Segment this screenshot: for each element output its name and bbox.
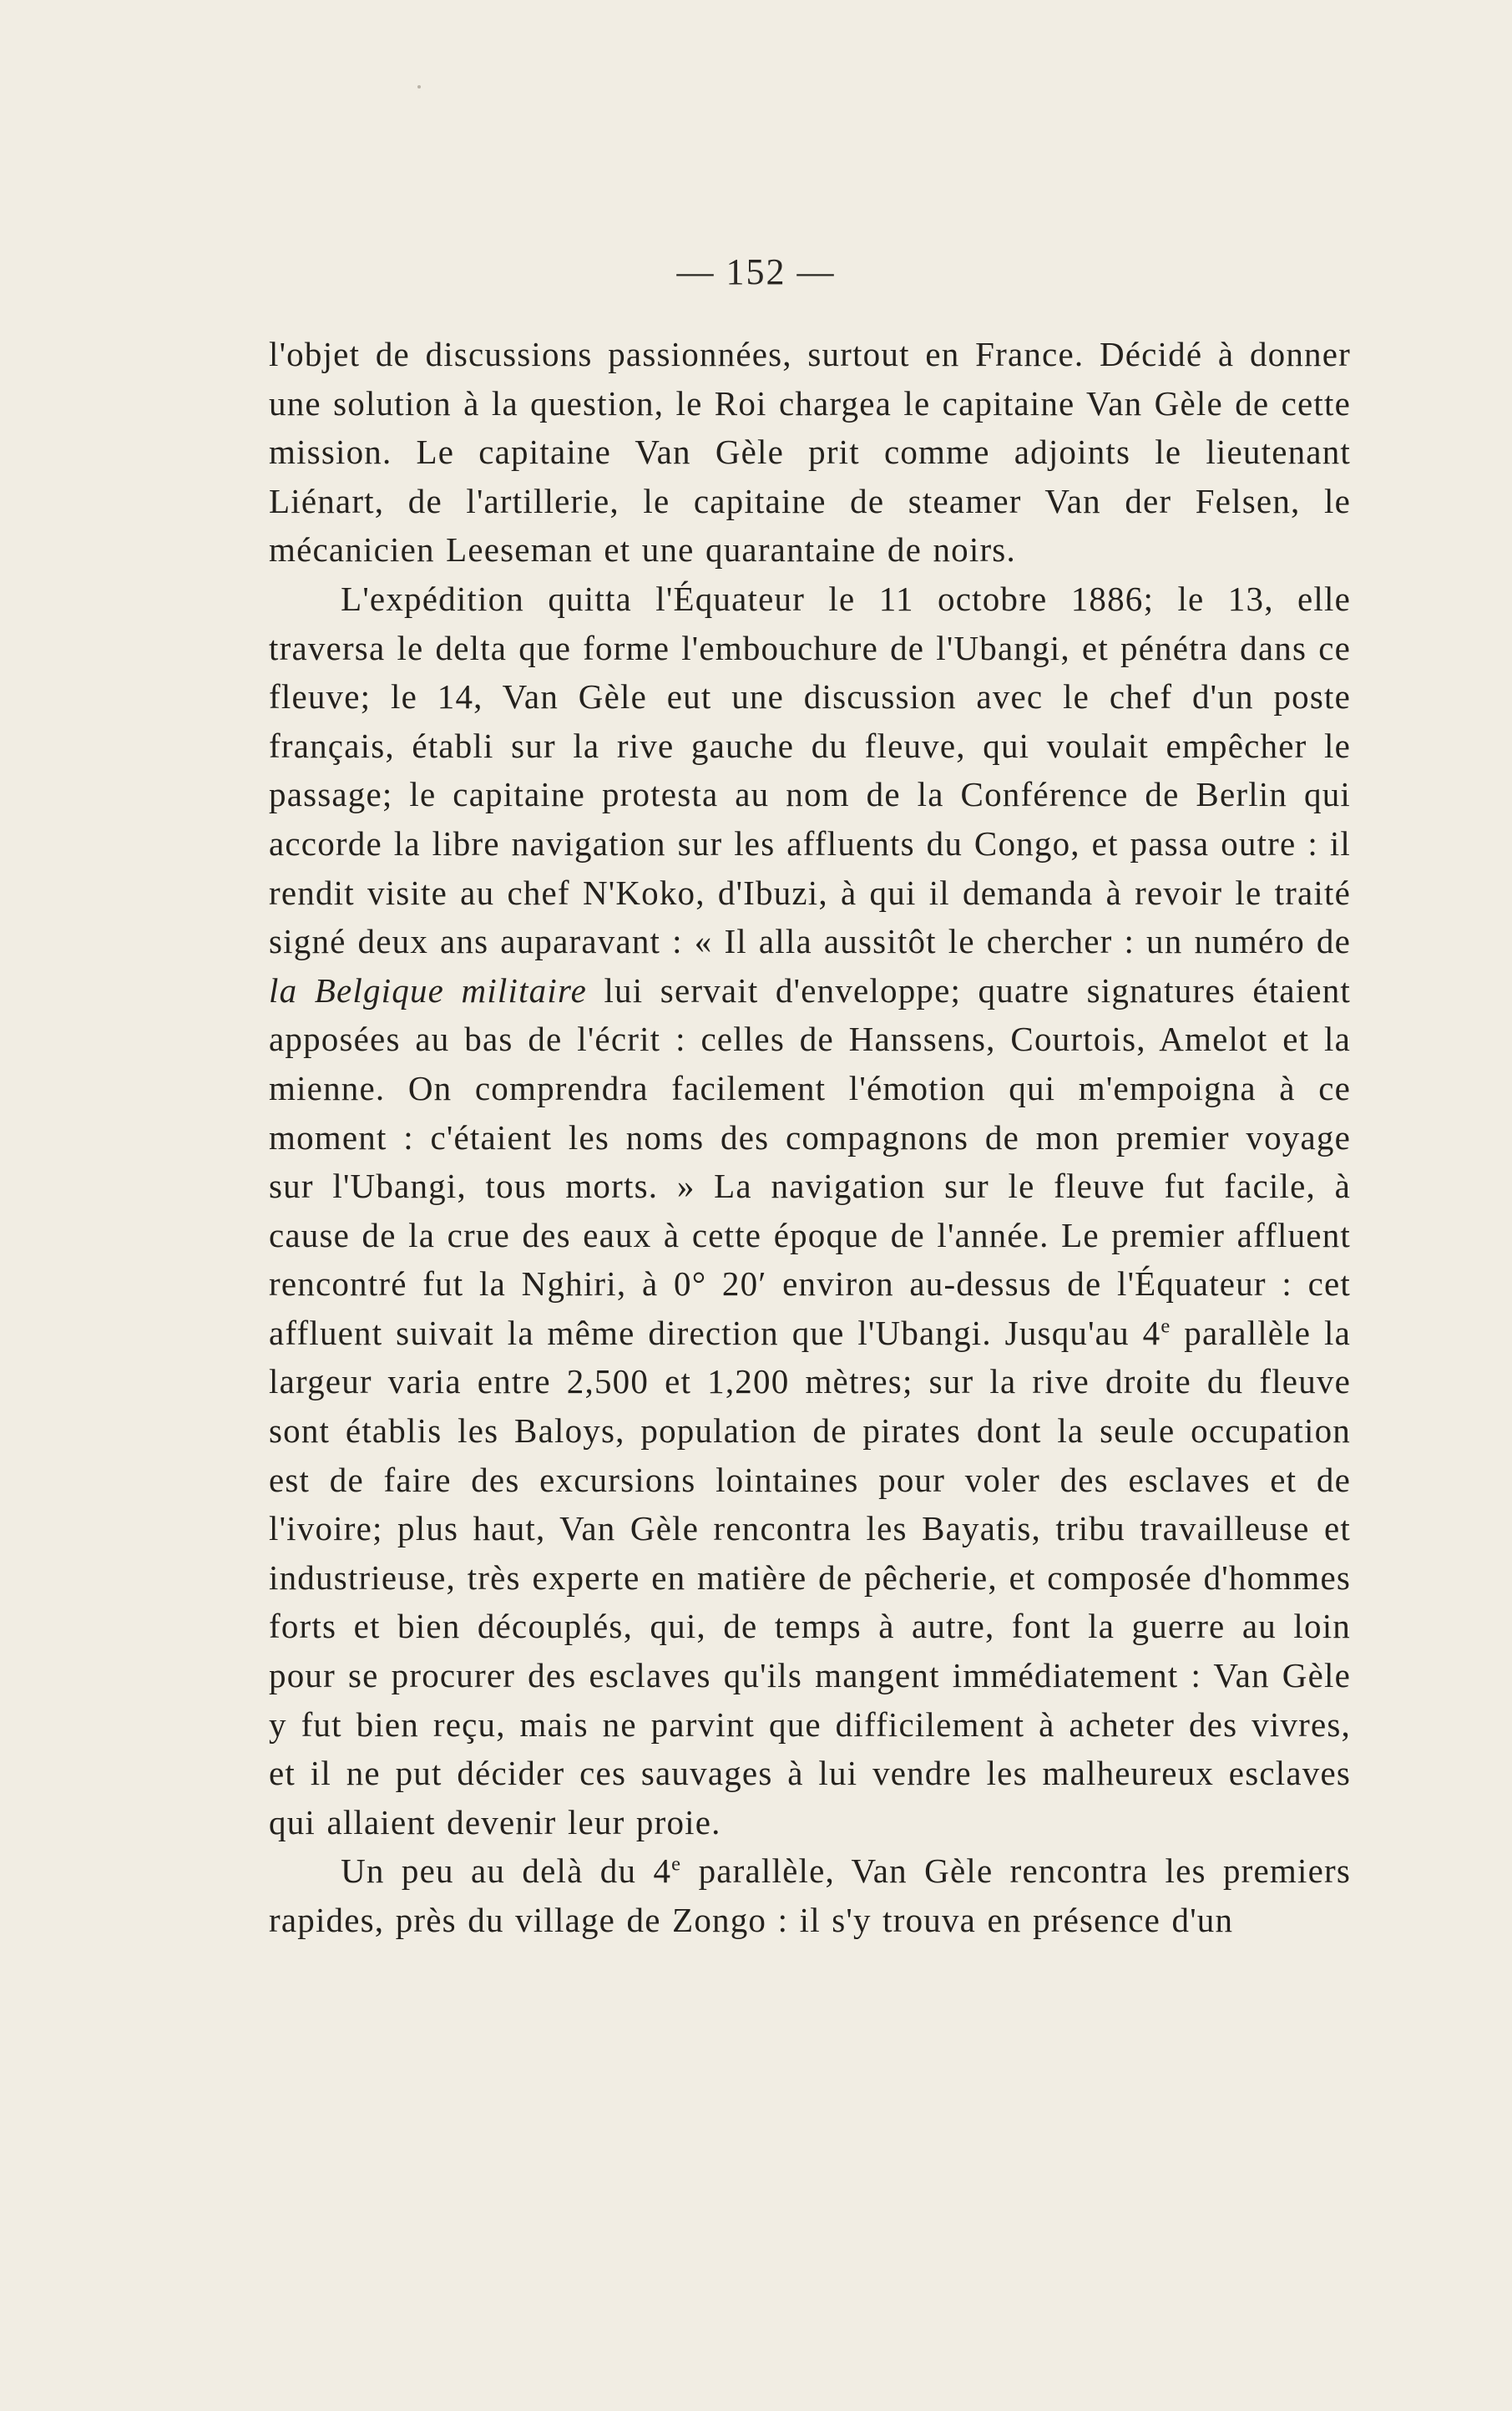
- paragraph-2-part-3: parallèle la largeur varia entre 2,500 et 1,200 mètres; sur la rive droite du fleuve sont établis les Baloys, population de pirates dont la seule occupation est de faire des excursions lointaines pour voler des esclaves et de l'ivoire; plus haut, Van Gèle rencontra les Bayatis, tribu travailleuse et industrieuse, très experte en matière de pêcherie, et composée d'hommes forts et bien découplés, qui, de temps à autre, font la guerre au loin pour se procurer des esclaves qu'ils mangent immédiatement : Van Gèle y fut bien reçu, mais ne parvint que difficilement à acheter des vivres, et il ne put décider ces sauvages à lui vendre les malheureux esclaves qui allaient devenir leur proie.: [269, 1313, 1352, 1841]
- paragraph-2-part-1: L'expédition quitta l'Équateur le 11 octobre 1886; le 13, elle traversa le delta que forme l'embouchure de l'Ubangi, et pénétra dans ce fleuve; le 14, Van Gèle eut une discussion avec le chef d'un poste français, établi sur la rive gauche du fleuve, qui voulait empêcher le passage; le capitaine protesta au nom de la Conférence de Berlin qui accorde la libre navigation sur les affluents du Congo, et passa outre : il rendit visite au chef N'Koko, d'Ibuzi, à qui il demanda à revoir le traité signé deux ans auparavant : « Il alla aussitôt le chercher : un numéro de: [269, 579, 1351, 961]
- ordinal-suffix: e: [671, 1852, 682, 1876]
- paper-speck: [417, 85, 421, 89]
- ordinal-suffix: e: [1161, 1314, 1171, 1338]
- paragraph-2-part-2: lui servait d'enveloppe; quatre signatures étaient apposées au bas de l'écrit : celles de Hanssens, Courtois, Amelot et la mienne. On comprendra facilement l'émotion qui m'empoigna à ce moment : c'étaient les noms des compagnons de mon premier voyage sur l'Ubangi, tous morts. » La navigation sur le fleuve fut facile, à cause de la crue des eaux à cette époque de l'année. Le premier affluent rencontré fut la Nghiri, à 0° 20′ environ au-dessus de l'Équateur : cet affluent suivait la même direction que l'Ubangi. Jusqu'au 4: [269, 970, 1351, 1352]
- paragraph-1: l'objet de discussions passionnées, surtout en France. Décidé à donner une solution à la question, le Roi chargea le capitaine Van Gèle de cette mission. Le capitaine Van Gèle prit comme adjoints le lieutenant Liénart, de l'artillerie, le capitaine de steamer Van der Felsen, le mécanicien Leeseman et une quarantaine de noirs.: [269, 335, 1351, 570]
- journal-title: la Belgique militaire: [269, 970, 588, 1010]
- paragraph-2: [269, 575, 1351, 1846]
- body-text: [269, 330, 1351, 1945]
- page-number: — 152 —: [676, 251, 836, 292]
- paragraph-3-part-2: parallèle, Van Gèle rencontra les premiers rapides, près du village de Zongo : il s'y trouva en présence d'un: [269, 1851, 1351, 1939]
- paragraph-3-part-1: Un peu au delà du 4: [341, 1851, 672, 1891]
- paragraph-3: [269, 1846, 1351, 1944]
